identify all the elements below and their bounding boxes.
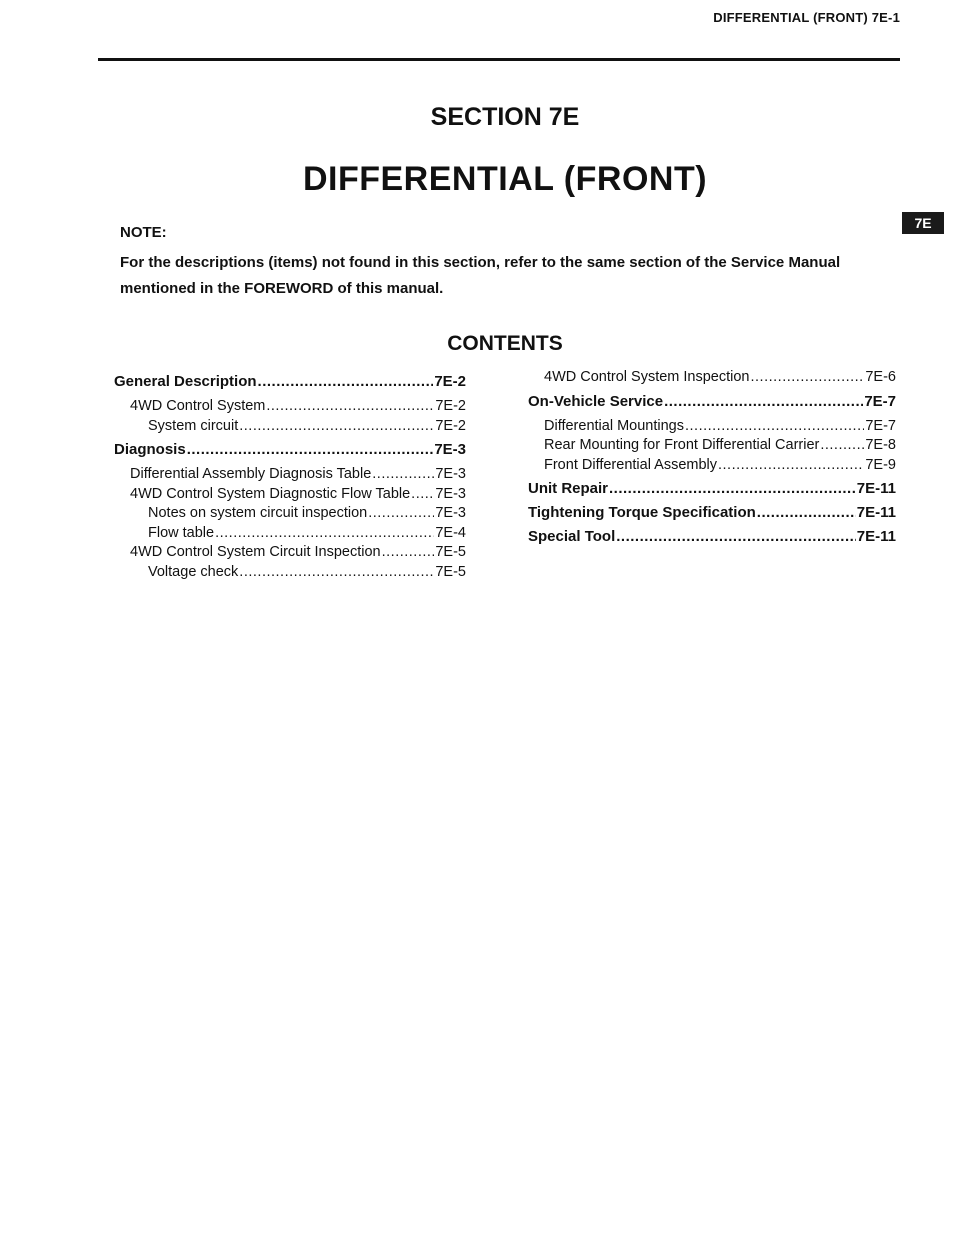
toc-entry-page: 7E-3 [435, 505, 466, 521]
toc-leader-dots [187, 441, 434, 458]
toc-entry[interactable] [528, 528, 896, 545]
toc-entry[interactable] [114, 485, 466, 505]
toc-entry-page: 7E-11 [856, 528, 896, 545]
toc-leader-dots [718, 456, 864, 476]
toc-entry-page: 7E-2 [434, 373, 466, 390]
toc-entry-page: 7E-6 [865, 369, 896, 385]
toc-entry[interactable] [114, 397, 466, 417]
toc-entry-page: 7E-2 [435, 398, 466, 414]
toc-entry-page: 7E-7 [864, 392, 896, 410]
toc-leader-dots [616, 528, 856, 545]
toc-entry-page: 7E-7 [865, 417, 896, 434]
toc-entry-title: 4WD Control System Circuit Inspection [130, 544, 381, 560]
toc-leader-dots [372, 465, 434, 485]
toc-entry-page: 7E-8 [865, 437, 896, 453]
page-title: DIFFERENTIAL (FRONT) [302, 160, 708, 198]
toc-entry-title: 4WD Control System Inspection [544, 369, 750, 385]
toc-entry-title: Notes on system circuit inspection [148, 505, 368, 521]
toc-entry-page: 7E-4 [435, 524, 466, 541]
toc-entry-title: 4WD Control System Diagnostic Flow Table [130, 485, 411, 502]
toc-entry-title: Front Differential Assembly [544, 456, 717, 473]
toc-entry-page: 7E-5 [435, 544, 466, 560]
toc-entry[interactable] [114, 543, 466, 563]
toc-entry[interactable] [114, 563, 466, 583]
toc-entry[interactable] [528, 504, 896, 521]
toc-entry-title: General Description [114, 373, 257, 390]
toc-leader-dots [368, 504, 434, 524]
toc-leader-dots [685, 417, 864, 437]
toc-leader-dots [382, 543, 435, 563]
toc-entry-title: On-Vehicle Service [528, 392, 664, 410]
toc-right-column [528, 368, 896, 552]
toc-left-column [114, 368, 466, 582]
toc-entry-title: System circuit [148, 417, 239, 434]
toc-entry-page: 7E-11 [856, 504, 896, 521]
toc-entry-title: Special Tool [528, 528, 616, 545]
toc-leader-dots [266, 397, 434, 417]
toc-entry-title: Tightening Torque Specification [528, 504, 756, 521]
toc-entry-title: Voltage check [148, 563, 239, 580]
toc-entry-page: 7E-3 [434, 441, 466, 458]
toc-entry-title: Flow table [148, 524, 215, 541]
toc-entry[interactable] [114, 373, 466, 390]
toc-entry-title: 4WD Control System [130, 398, 266, 414]
toc-entry[interactable] [528, 393, 896, 410]
contents-heading: CONTENTS [447, 332, 563, 355]
toc-leader-dots [609, 480, 856, 497]
toc-entry-title: Differential Mountings [544, 417, 684, 434]
toc-leader-dots [215, 524, 434, 544]
toc-entry-page: 7E-5 [435, 563, 466, 580]
toc-leader-dots [258, 373, 434, 390]
toc-entry-page: 7E-2 [435, 417, 466, 434]
toc-entry[interactable] [114, 441, 466, 458]
header-rule [98, 58, 900, 61]
note-label: NOTE: [120, 224, 167, 241]
toc-leader-dots [757, 504, 856, 521]
toc-leader-dots [820, 436, 864, 456]
toc-entry-title: Rear Mounting for Front Differential Carrier [544, 437, 820, 453]
toc-entry-title: Unit Repair [528, 480, 609, 497]
toc-entry[interactable] [528, 368, 896, 388]
toc-entry-page: 7E-3 [435, 485, 466, 502]
toc-leader-dots [751, 368, 865, 388]
toc-entry[interactable] [528, 480, 896, 497]
toc-entry-page: 7E-11 [856, 480, 896, 497]
toc-entry[interactable] [528, 417, 896, 437]
toc-leader-dots [239, 417, 434, 437]
toc-entry-page: 7E-9 [865, 456, 896, 473]
note-block [120, 220, 910, 302]
note-text: For the descriptions (items) not found in this section, refer to the same section of the Service Manual mentioned in the FOREWORD of this manual. [120, 254, 841, 297]
toc-entry[interactable] [528, 456, 896, 476]
section-tab: 7E [902, 212, 944, 234]
toc-leader-dots [411, 485, 434, 505]
toc-entry-title: Differential Assembly Diagnosis Table [130, 466, 372, 482]
running-header: DIFFERENTIAL (FRONT) 7E-1 [713, 10, 900, 25]
toc-entry[interactable] [114, 417, 466, 437]
toc-entry-title: Diagnosis [114, 441, 186, 458]
toc-entry[interactable] [114, 504, 466, 524]
toc-entry[interactable] [528, 436, 896, 456]
toc-entry-page: 7E-3 [435, 466, 466, 482]
toc-entry[interactable] [114, 524, 466, 544]
toc-leader-dots [664, 393, 863, 410]
toc-leader-dots [239, 563, 434, 583]
section-label: SECTION 7E [430, 103, 580, 131]
toc-entry[interactable] [114, 465, 466, 485]
